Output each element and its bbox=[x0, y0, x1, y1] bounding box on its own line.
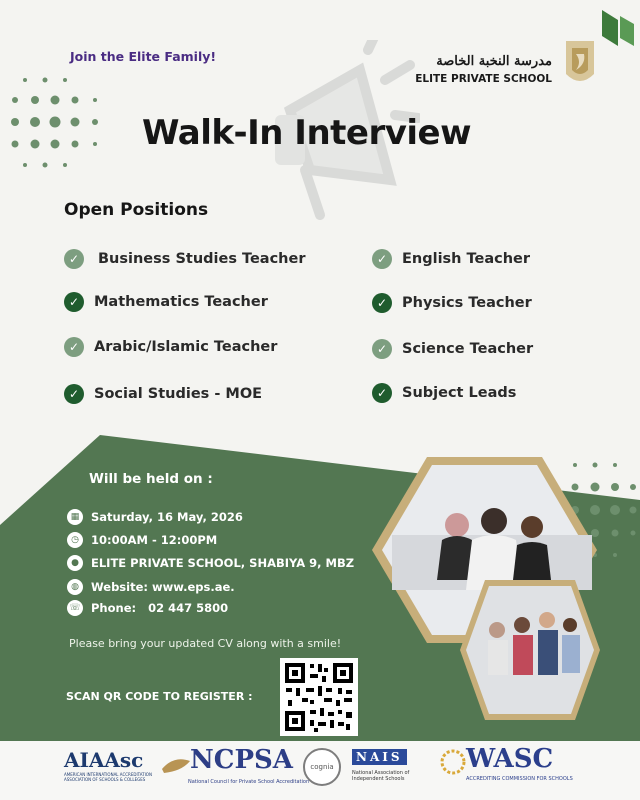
qr-code[interactable] bbox=[280, 658, 358, 736]
event-location bbox=[67, 555, 354, 571]
location-pin-icon: ● bbox=[67, 555, 83, 571]
check-icon: ✓ bbox=[372, 339, 392, 359]
wasc-subtitle: ACCREDITING COMMISSION FOR SCHOOLS bbox=[466, 776, 573, 782]
check-icon: ✓ bbox=[64, 337, 84, 357]
positions-heading: Open Positions bbox=[64, 200, 209, 220]
position-label: Physics Teacher bbox=[402, 295, 532, 311]
event-website[interactable] bbox=[67, 579, 235, 595]
hexagon-photos bbox=[372, 455, 602, 735]
cognia-logo: cognia bbox=[303, 748, 341, 786]
event-time bbox=[67, 532, 217, 548]
event-date-text: Saturday, 16 May, 2026 bbox=[91, 510, 243, 524]
check-icon: ✓ bbox=[64, 384, 84, 404]
school-crest-logo bbox=[556, 36, 604, 90]
position-item bbox=[372, 383, 516, 403]
position-label: Business Studies Teacher bbox=[98, 251, 306, 267]
nais-logo: NAIS bbox=[352, 749, 407, 765]
position-label: Mathematics Teacher bbox=[94, 294, 268, 310]
event-phone-label: Phone: bbox=[91, 601, 137, 615]
check-icon: ✓ bbox=[64, 292, 84, 312]
event-phone-number[interactable]: 02 447 5800 bbox=[148, 601, 229, 615]
school-name-arabic: مدرسة النخبة الخاصة bbox=[436, 54, 552, 69]
ncpsa-subtitle: National Council for Private School Accreditation bbox=[188, 779, 310, 785]
event-website-text[interactable]: Website: www.eps.ae. bbox=[91, 580, 235, 594]
position-item bbox=[64, 337, 277, 357]
aiaa-subtitle: AMERICAN INTERNATIONAL ACCREDITATION ASSOCIATION OF SCHOOLS & COLLEGES bbox=[64, 772, 152, 782]
position-item bbox=[64, 292, 268, 312]
position-item bbox=[64, 249, 306, 269]
position-label: Social Studies - MOE bbox=[94, 386, 263, 402]
wasc-wreath-icon bbox=[440, 749, 466, 775]
position-item bbox=[372, 249, 530, 269]
position-label: Science Teacher bbox=[402, 341, 534, 357]
position-item bbox=[64, 384, 262, 404]
position-item bbox=[372, 293, 532, 313]
check-icon: ✓ bbox=[64, 249, 84, 269]
accreditation-footer bbox=[0, 741, 640, 800]
school-name-english: ELITE PRIVATE SCHOOL bbox=[415, 73, 552, 85]
position-label: English Teacher bbox=[402, 251, 531, 267]
position-item bbox=[372, 339, 533, 359]
check-icon: ✓ bbox=[372, 383, 392, 403]
position-label: Subject Leads bbox=[402, 385, 517, 401]
ncpsa-lamp-icon bbox=[160, 749, 192, 777]
ncpsa-logo: NCPSA bbox=[190, 745, 293, 775]
phone-icon: ☏ bbox=[67, 600, 83, 616]
event-heading: Will be held on : bbox=[89, 471, 213, 487]
event-time-text: 10:00AM - 12:00PM bbox=[91, 533, 218, 547]
globe-icon: ◍ bbox=[67, 579, 83, 595]
aiaa-logo: AIAAsc bbox=[64, 748, 144, 772]
event-phone[interactable] bbox=[67, 600, 228, 616]
brand-corner-icon bbox=[598, 6, 638, 50]
calendar-icon: ▦ bbox=[67, 509, 83, 525]
clock-icon: ◷ bbox=[67, 532, 83, 548]
position-label: Arabic/Islamic Teacher bbox=[94, 339, 278, 355]
page-title: Walk-In Interview bbox=[142, 113, 472, 153]
event-location-text: ELITE PRIVATE SCHOOL, SHABIYA 9, MBZ bbox=[91, 556, 355, 570]
tagline: Join the Elite Family! bbox=[70, 49, 217, 64]
nais-subtitle: National Association of Independent Schools bbox=[352, 770, 410, 782]
dot-pattern-left bbox=[0, 70, 120, 190]
event-date bbox=[67, 509, 243, 525]
check-icon: ✓ bbox=[372, 293, 392, 313]
check-icon: ✓ bbox=[372, 249, 392, 269]
wasc-logo: WASC bbox=[466, 744, 554, 774]
qr-label: SCAN QR CODE TO REGISTER : bbox=[66, 690, 253, 703]
cv-note: Please bring your updated CV along with a smile! bbox=[69, 637, 342, 650]
